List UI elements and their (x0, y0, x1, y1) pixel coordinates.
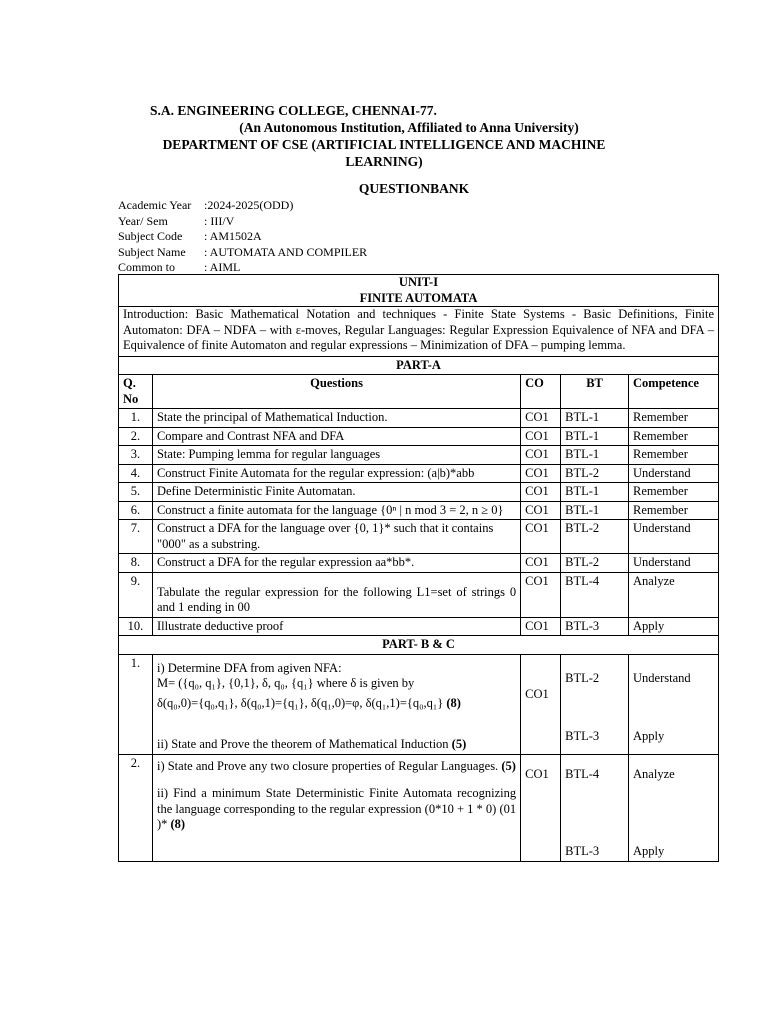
department-line-2: LEARNING) (345, 154, 423, 169)
document-title: QUESTIONBANK (358, 181, 470, 196)
unit-syllabus: Introduction: Basic Mathematical Notation and techniques - Finite State Systems - Basic Definitions, Finite Automaton: DFA – NDFA – with ε-moves, Regular Languages: Regular Expression Equivalence of NFA and DFA – Equivalence of finite Automaton and regular expressions – Minimization of DFA – pumping lemma. (119, 307, 719, 357)
question-2-text: i) State and Prove any two closure properties of Regular Languages. (5) ii) Find a minimum State Deterministic Finite Automata recognizing the language corresponding to the regular expression (0*10 + 1 * 0) (01 )* (8) (152, 754, 520, 861)
table-row: 1. State the principal of Mathematical Induction. CO1 BTL-1 Remember (119, 409, 719, 428)
meta-row: Academic Year :2024-2025(ODD) (118, 198, 294, 212)
document-header (0, 102, 768, 170)
unit-number: UNIT-I (398, 275, 439, 289)
meta-row: Subject Code : AM1502A (118, 229, 262, 243)
meta-row: Year/ Sem : III/V (118, 213, 235, 228)
col-bt: BT (561, 375, 629, 409)
table-row: 8. Construct a DFA for the regular expression aa*bb*. CO1 BTL-2 Understand (119, 554, 719, 573)
unit-name: FINITE AUTOMATA (359, 290, 478, 305)
table-row: 6. Construct a finite automata for the language {0ⁿ | n mod 3 = 2, n ≥ 0} CO1 BTL-1 Remember (119, 501, 719, 520)
course-meta (118, 198, 367, 276)
table-header-row (119, 375, 719, 409)
part-a-heading: PART-A (119, 356, 719, 375)
table-row: 7. Construct a DFA for the language over {0, 1}* such that it contains "000" as a substring. CO1 BTL-2 Understand (119, 520, 719, 554)
meta-row: Common to : AIML (118, 260, 241, 274)
department-line-1: DEPARTMENT OF CSE (ARTIFICIAL INTELLIGENCE AND MACHINE (162, 137, 606, 152)
part-bc-heading: PART- B & C (119, 636, 719, 655)
table-row: 5. Define Deterministic Finite Automatan. CO1 BTL-1 Remember (119, 483, 719, 502)
table-row: 9. Tabulate the regular expression for the following L1=set of strings 0 and 1 ending in 00 CO1 BTL-4 Analyze (119, 572, 719, 617)
col-competence: Competence (629, 375, 719, 409)
college-name: S.A. ENGINEERING COLLEGE, CHENNAI-77. (150, 103, 437, 118)
institution-note: (An Autonomous Institution, Affiliated to Anna University) (239, 120, 579, 135)
meta-row: Subject Name : AUTOMATA AND COMPILER (118, 244, 368, 259)
table-row: 1. i) Determine DFA from agiven NFA: M= ({q₀, q₁}, {0,1}, δ, q₀, {q₁} where δ is given by δ(q₀,0)={q₀,q₁}, δ(q₀,1)={q₁}, δ(q₁,0)=φ, δ(q₁,1)={q₀,q₁} (8) ii) State and Prove the theorem of Mathematical Induction (5) CO1 BTL-2 BTL-3 Understand Apply (119, 654, 719, 754)
table-row: 2. Compare and Contrast NFA and DFA CO1 BTL-1 Remember (119, 427, 719, 446)
question-1-text: i) Determine DFA from agiven NFA: M= ({q₀, q₁}, {0,1}, δ, q₀, {q₁} where δ is given by δ(q₀,0)={q₀,q₁}, δ(q₀,1)={q₁}, δ(q₁,0)=φ, δ(q₁,1)={q₀,q₁} (8) ii) State and Prove the theorem of Mathematical Induction (5) (152, 654, 520, 754)
table-row: 3. State: Pumping lemma for regular languages CO1 BTL-1 Remember (119, 446, 719, 465)
question-table (118, 274, 719, 862)
table-row: 2. i) State and Prove any two closure properties of Regular Languages. (5) ii) Find a minimum State Deterministic Finite Automata recognizing the language corresponding to the regular expression (0*10 + 1 * 0) (01 )* (8) CO1 BTL-4 BTL-3 Analyze Apply (119, 754, 719, 861)
col-co: CO (521, 375, 561, 409)
col-questions: Questions (152, 375, 520, 409)
table-row: 10. Illustrate deductive proof CO1 BTL-3 Apply (119, 617, 719, 636)
table-row: 4. Construct Finite Automata for the regular expression: (a|b)*abb CO1 BTL-2 Understand (119, 464, 719, 483)
col-qno: Q. No (119, 375, 153, 409)
unit-heading (119, 275, 719, 307)
